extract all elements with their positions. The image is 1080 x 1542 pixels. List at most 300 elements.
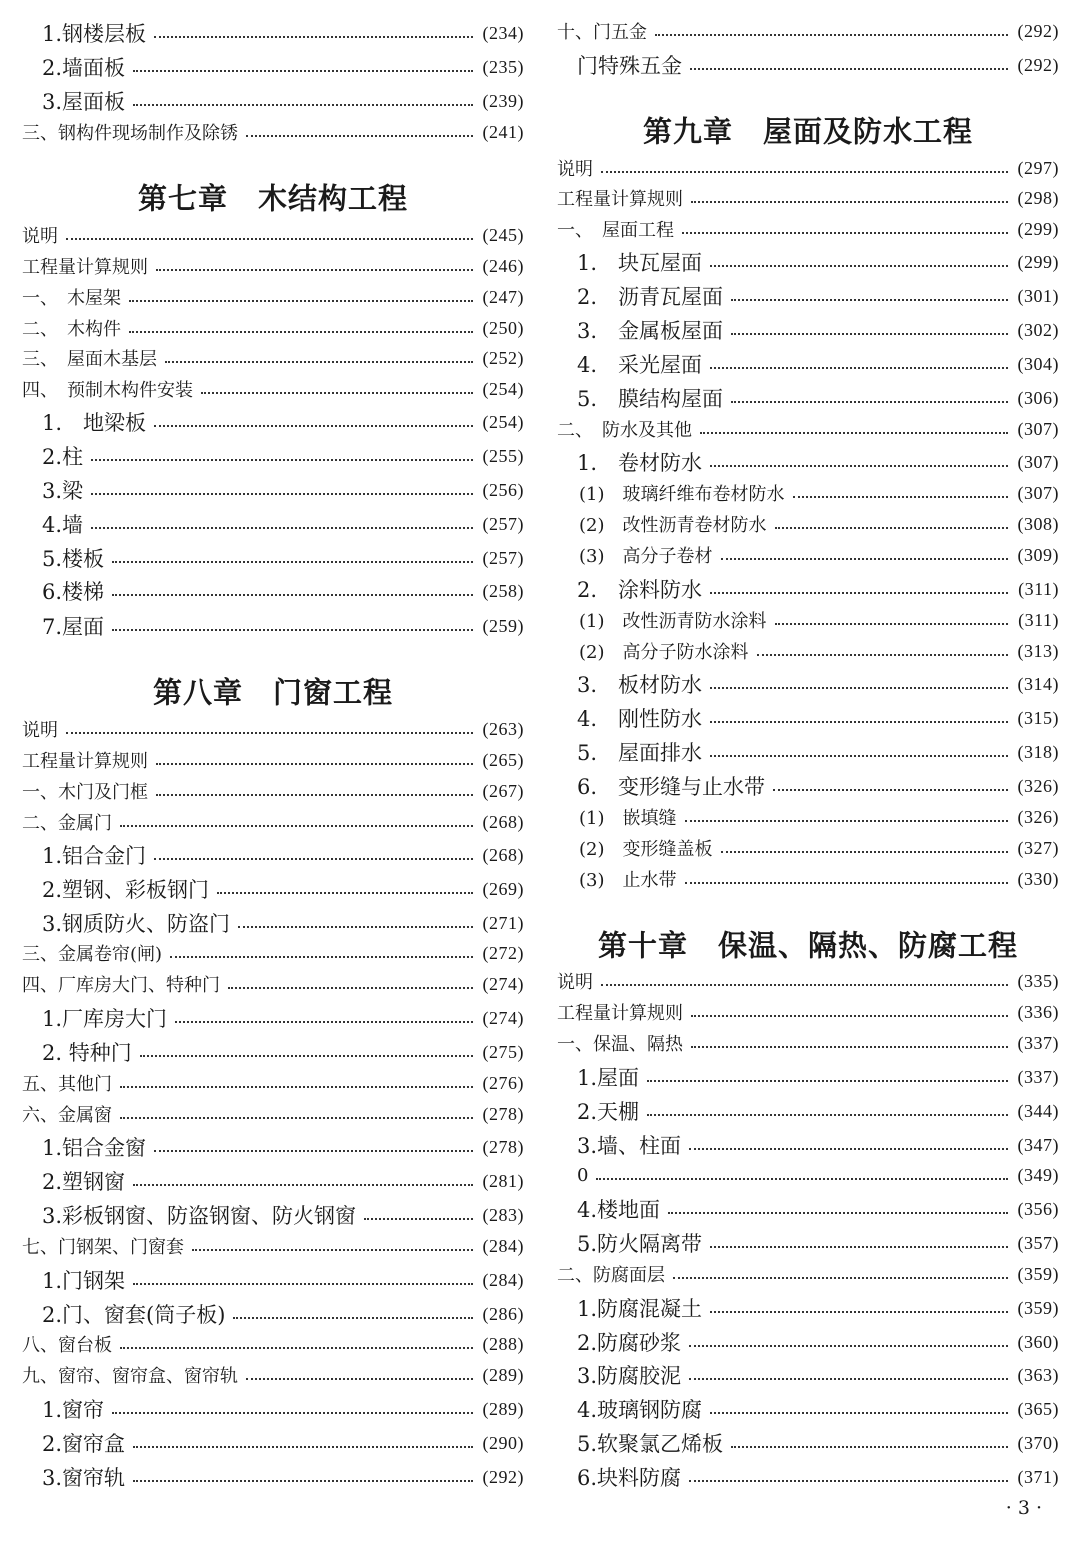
toc-entry-page: (356) <box>1017 1198 1059 1219</box>
toc-entry[interactable] <box>557 864 1059 894</box>
toc-entry[interactable] <box>22 611 524 641</box>
toc-entry-page: (269) <box>482 878 524 899</box>
toc-entry-page: (254) <box>482 378 524 399</box>
toc-entry-title: 2.防腐砂浆 <box>577 1331 682 1355</box>
toc-entry-page: (258) <box>482 580 524 601</box>
toc-entry-page: (337) <box>1017 1066 1059 1087</box>
toc-entry[interactable] <box>22 343 524 373</box>
chapter-heading: 第九章 屋面及防水工程 <box>642 114 973 149</box>
dot-leader <box>154 36 472 38</box>
toc-entry-title: 1. 卷材防水 <box>577 451 703 475</box>
toc-entry[interactable] <box>557 1228 1059 1258</box>
dot-leader <box>129 331 473 333</box>
toc-entry[interactable] <box>22 840 524 870</box>
dot-leader <box>682 232 1008 234</box>
toc-entry-title: 3.墙、柱面 <box>577 1134 682 1158</box>
toc-entry[interactable] <box>557 214 1059 244</box>
toc-entry[interactable] <box>557 1428 1059 1458</box>
toc-entry[interactable] <box>557 16 1059 46</box>
toc-entry[interactable] <box>557 1259 1059 1289</box>
toc-entry-page: (263) <box>482 718 524 739</box>
toc-entry-title: 6.楼梯 <box>42 580 105 604</box>
dot-leader <box>757 654 1008 656</box>
toc-entry-title: 5.软聚氯乙烯板 <box>577 1432 724 1456</box>
toc-entry-page: (235) <box>482 56 524 77</box>
toc-entry[interactable] <box>557 1394 1059 1424</box>
toc-entry-title: 3.梁 <box>42 479 84 503</box>
toc-entry[interactable] <box>557 509 1059 539</box>
dot-leader <box>192 1249 473 1251</box>
toc-entry-page: (234) <box>482 22 524 43</box>
dot-leader <box>233 1317 472 1319</box>
toc-entry-title: 三、钢构件现场制作及除锈 <box>22 123 238 144</box>
dot-leader <box>775 527 1008 529</box>
toc-entry-title: 0 <box>577 1164 589 1186</box>
toc-entry-title: 门特殊五金 <box>577 54 682 78</box>
dot-leader <box>170 956 472 958</box>
toc-entry-title: 4.墙 <box>42 513 84 537</box>
toc-entry-page: (241) <box>482 121 524 142</box>
dot-leader <box>690 68 1008 70</box>
dot-leader <box>91 493 472 495</box>
toc-entry-page: (297) <box>1017 157 1059 178</box>
toc-entry[interactable] <box>22 1265 524 1295</box>
toc-entry[interactable] <box>22 807 524 837</box>
toc-entry-page: (246) <box>482 255 524 276</box>
toc-entry-title: 1. 块瓦屋面 <box>577 251 703 275</box>
toc-entry-title: 说明 <box>22 720 58 741</box>
toc-entry-page: (315) <box>1017 707 1059 728</box>
toc-entry[interactable] <box>22 714 524 744</box>
dot-leader <box>710 265 1007 267</box>
toc-entry[interactable] <box>22 1200 524 1230</box>
toc-entry[interactable] <box>22 1166 524 1196</box>
toc-entry-page: (326) <box>1017 775 1059 796</box>
toc-entry-page: (349) <box>1017 1164 1059 1185</box>
toc-entry-page: (278) <box>482 1103 524 1124</box>
toc-entry[interactable] <box>22 938 524 968</box>
dot-leader <box>112 629 472 631</box>
toc-entry[interactable] <box>22 374 524 404</box>
toc-entry[interactable] <box>557 1028 1059 1058</box>
dot-leader <box>731 401 1007 403</box>
toc-entry-page: (265) <box>482 749 524 770</box>
toc-entry-title: 工程量计算规则 <box>22 751 148 772</box>
toc-entry-title: 4.楼地面 <box>577 1198 661 1222</box>
dot-leader <box>238 926 472 928</box>
toc-entry-page: (298) <box>1017 187 1059 208</box>
toc-entry-title: 2.墙面板 <box>42 56 126 80</box>
toc-entry-title: 一、 木屋架 <box>22 288 121 309</box>
toc-entry-page: (304) <box>1017 353 1059 374</box>
toc-entry[interactable] <box>557 1062 1059 1092</box>
toc-entry[interactable] <box>557 771 1059 801</box>
toc-entry-title: (3) 高分子卷材 <box>579 546 713 567</box>
toc-entry-page: (288) <box>482 1333 524 1354</box>
chapter-heading: 第七章 木结构工程 <box>137 181 408 216</box>
toc-entry[interactable] <box>557 802 1059 832</box>
toc-entry-title: (1) 改性沥青防水涂料 <box>579 611 767 632</box>
toc-entry[interactable] <box>22 874 524 904</box>
dot-leader <box>773 789 1007 791</box>
toc-entry-page: (284) <box>482 1269 524 1290</box>
dot-leader <box>133 1446 472 1448</box>
dot-leader <box>201 392 473 394</box>
toc-entry-page: (274) <box>482 1007 524 1028</box>
toc-entry[interactable] <box>557 669 1059 699</box>
toc-entry-page: (254) <box>482 411 524 432</box>
toc-entry-page: (337) <box>1017 1032 1059 1053</box>
toc-entry-title: 1.防腐混凝土 <box>577 1297 703 1321</box>
toc-entry-title: 7.屋面 <box>42 615 105 639</box>
toc-entry-page: (278) <box>482 1136 524 1157</box>
toc-entry[interactable] <box>557 1360 1059 1390</box>
toc-entry-title: 三、金属卷帘(闸) <box>22 944 163 965</box>
dot-leader <box>700 432 1008 434</box>
toc-entry-title: 5.楼板 <box>42 547 105 571</box>
toc-entry-page: (314) <box>1017 673 1059 694</box>
toc-entry[interactable] <box>557 540 1059 570</box>
toc-entry-page: (359) <box>1017 1297 1059 1318</box>
toc-entry-page: (268) <box>482 844 524 865</box>
toc-entry-title: (2) 高分子防水涂料 <box>579 642 749 663</box>
dot-leader <box>710 687 1007 689</box>
toc-entry[interactable] <box>557 1462 1059 1492</box>
toc-entry[interactable] <box>22 543 524 573</box>
toc-entry-title: 1.门钢架 <box>42 1269 126 1293</box>
dot-leader <box>112 594 472 596</box>
toc-entry[interactable] <box>557 966 1059 996</box>
dot-leader <box>691 1015 1008 1017</box>
toc-entry-page: (259) <box>482 615 524 636</box>
toc-entry-page: (311) <box>1018 578 1059 599</box>
dot-leader <box>154 858 472 860</box>
toc-entry-title: 说明 <box>557 972 593 993</box>
toc-entry-title: 3.彩板钢窗、防盗钢窗、防火钢窗 <box>42 1204 357 1228</box>
dot-leader <box>120 1117 473 1119</box>
toc-entry-page: (307) <box>1017 482 1059 503</box>
toc-entry[interactable] <box>557 50 1059 80</box>
toc-entry-page: (307) <box>1017 418 1059 439</box>
toc-entry-page: (272) <box>482 942 524 963</box>
toc-entry-title: 4. 刚性防水 <box>577 707 703 731</box>
dot-leader <box>710 1246 1007 1248</box>
toc-entry-title: (2) 改性沥青卷材防水 <box>579 515 767 536</box>
toc-entry-title: 六、金属窗 <box>22 1105 112 1126</box>
toc-entry[interactable] <box>557 315 1059 345</box>
toc-entry-title: 九、窗帘、窗帘盒、窗帘轨 <box>22 1366 238 1387</box>
toc-entry-page: (370) <box>1017 1432 1059 1453</box>
toc-entry-page: (318) <box>1017 741 1059 762</box>
toc-entry-page: (336) <box>1017 1001 1059 1022</box>
dot-leader <box>133 70 472 72</box>
toc-entry-title: 七、门钢架、门窗套 <box>22 1237 184 1258</box>
toc-entry[interactable] <box>22 1099 524 1129</box>
dot-leader <box>156 269 473 271</box>
toc-entry[interactable] <box>557 183 1059 213</box>
toc-entry-title: 一、保温、隔热 <box>557 1034 683 1055</box>
dot-leader <box>156 763 473 765</box>
toc-entry[interactable] <box>22 1428 524 1458</box>
toc-entry-title: 2. 沥青瓦屋面 <box>577 285 724 309</box>
toc-entry-page: (299) <box>1017 218 1059 239</box>
dot-leader <box>156 794 473 796</box>
toc-entry[interactable] <box>557 1194 1059 1224</box>
dot-leader <box>710 592 1008 594</box>
toc-entry[interactable] <box>22 1360 524 1390</box>
chapter-heading: 第十章 保温、隔热、防腐工程 <box>597 928 1018 963</box>
toc-entry-page: (301) <box>1017 285 1059 306</box>
toc-entry-title: 工程量计算规则 <box>557 1003 683 1024</box>
toc-entry-title: 1.钢楼层板 <box>42 22 147 46</box>
toc-entry[interactable] <box>557 349 1059 379</box>
toc-entry[interactable] <box>22 251 524 281</box>
toc-entry-title: 五、其他门 <box>22 1074 112 1095</box>
toc-entry-page: (308) <box>1017 513 1059 534</box>
toc-entry[interactable] <box>557 833 1059 863</box>
dot-leader <box>140 1055 473 1057</box>
toc-entry-title: 4. 采光屋面 <box>577 353 703 377</box>
toc-entry[interactable] <box>22 1329 524 1359</box>
toc-entry[interactable] <box>22 576 524 606</box>
toc-entry[interactable] <box>557 737 1059 767</box>
dot-leader <box>691 201 1008 203</box>
toc-entry[interactable] <box>557 383 1059 413</box>
dot-leader <box>66 732 473 734</box>
dot-leader <box>120 1347 473 1349</box>
dot-leader <box>129 300 473 302</box>
toc-entry[interactable] <box>22 1068 524 1098</box>
toc-entry[interactable] <box>22 908 524 938</box>
toc-entry-title: 4.玻璃钢防腐 <box>577 1398 703 1422</box>
toc-entry[interactable] <box>557 281 1059 311</box>
dot-leader <box>655 34 1008 36</box>
toc-entry-title: 5. 屋面排水 <box>577 741 703 765</box>
toc-entry-title: 二、 木构件 <box>22 319 121 340</box>
dot-leader <box>689 1345 1007 1347</box>
toc-entry-title: 说明 <box>22 226 58 247</box>
toc-entry[interactable] <box>22 776 524 806</box>
toc-entry-page: (283) <box>482 1204 524 1225</box>
toc-entry-page: (276) <box>482 1072 524 1093</box>
toc-entry-title: (1) 嵌填缝 <box>579 808 677 829</box>
toc-entry[interactable] <box>22 745 524 775</box>
toc-entry[interactable] <box>22 475 524 505</box>
toc-entry[interactable] <box>557 574 1059 604</box>
dot-leader <box>710 755 1007 757</box>
toc-entry[interactable] <box>22 441 524 471</box>
dot-leader <box>710 1311 1007 1313</box>
dot-leader <box>154 1150 472 1152</box>
toc-entry[interactable] <box>557 1327 1059 1357</box>
toc-entry-page: (326) <box>1017 806 1059 827</box>
toc-entry-page: (250) <box>482 317 524 338</box>
dot-leader <box>721 851 1008 853</box>
toc-entry[interactable] <box>22 1462 524 1492</box>
dot-leader <box>691 1046 1008 1048</box>
toc-entry-page: (271) <box>482 912 524 933</box>
toc-entry-page: (365) <box>1017 1398 1059 1419</box>
toc-entry-title: (3) 止水带 <box>579 870 677 891</box>
toc-entry[interactable] <box>22 509 524 539</box>
toc-entry-page: (256) <box>482 479 524 500</box>
dot-leader <box>246 135 473 137</box>
dot-leader <box>175 1021 472 1023</box>
toc-entry-title: 一、木门及门框 <box>22 782 148 803</box>
dot-leader <box>91 527 472 529</box>
toc-entry-title: 四、厂库房大门、特种门 <box>22 975 220 996</box>
toc-entry-title: 2.门、窗套(筒子板) <box>42 1303 226 1327</box>
toc-entry-title: 3.防腐胶泥 <box>577 1364 682 1388</box>
toc-entry-page: (347) <box>1017 1134 1059 1155</box>
toc-entry-title: (2) 变形缝盖板 <box>579 839 713 860</box>
toc-entry[interactable] <box>22 969 524 999</box>
toc-entry-title: 3.窗帘轨 <box>42 1466 126 1490</box>
toc-entry[interactable] <box>22 220 524 250</box>
dot-leader <box>228 987 473 989</box>
toc-entry-title: 2.窗帘盒 <box>42 1432 126 1456</box>
toc-entry-page: (292) <box>1017 54 1059 75</box>
dot-leader <box>601 171 1008 173</box>
toc-entry[interactable] <box>22 1003 524 1033</box>
dot-leader <box>120 1086 473 1088</box>
toc-entry-page: (274) <box>482 973 524 994</box>
dot-leader <box>668 1212 1007 1214</box>
toc-entry[interactable] <box>22 1132 524 1162</box>
toc-entry-title: 2.天棚 <box>577 1100 640 1124</box>
toc-entry-page: (257) <box>482 513 524 534</box>
toc-entry-page: (371) <box>1017 1466 1059 1487</box>
toc-entry-title: 工程量计算规则 <box>557 189 683 210</box>
toc-entry-page: (327) <box>1017 837 1059 858</box>
toc-entry[interactable] <box>557 478 1059 508</box>
toc-entry-title: 2.塑钢、彩板钢门 <box>42 878 210 902</box>
toc-entry[interactable] <box>557 414 1059 444</box>
dot-leader <box>133 1283 472 1285</box>
dot-leader <box>731 333 1007 335</box>
toc-entry-title: 工程量计算规则 <box>22 257 148 278</box>
dot-leader <box>112 561 472 563</box>
dot-leader <box>647 1080 1007 1082</box>
dot-leader <box>685 882 1008 884</box>
toc-entry[interactable] <box>22 86 524 116</box>
dot-leader <box>673 1277 1008 1279</box>
toc-entry[interactable] <box>22 117 524 147</box>
toc-entry[interactable] <box>557 1293 1059 1323</box>
toc-entry[interactable] <box>557 1130 1059 1160</box>
toc-entry-page: (267) <box>482 780 524 801</box>
toc-entry-title: 5. 膜结构屋面 <box>577 387 724 411</box>
toc-entry-page: (335) <box>1017 970 1059 991</box>
dot-leader <box>154 425 472 427</box>
dot-leader <box>66 238 473 240</box>
toc-entry[interactable] <box>22 1299 524 1329</box>
toc-entry-page: (330) <box>1017 868 1059 889</box>
dot-leader <box>647 1114 1007 1116</box>
toc-entry[interactable] <box>557 1096 1059 1126</box>
dot-leader <box>596 1178 1007 1180</box>
dot-leader <box>133 1480 472 1482</box>
dot-leader <box>721 558 1008 560</box>
toc-entry-title: 2. 涂料防水 <box>577 578 703 602</box>
chapter-heading: 第八章 门窗工程 <box>152 675 393 710</box>
toc-entry[interactable] <box>557 703 1059 733</box>
dot-leader <box>731 299 1007 301</box>
toc-entry[interactable] <box>557 605 1059 635</box>
toc-entry[interactable] <box>22 1037 524 1067</box>
toc-entry-page: (255) <box>482 445 524 466</box>
toc-entry-title: 二、防腐面层 <box>557 1265 665 1286</box>
toc-entry-page: (281) <box>482 1170 524 1191</box>
toc-entry[interactable] <box>22 1231 524 1261</box>
toc-entry-title: 3. 金属板屋面 <box>577 319 724 343</box>
toc-entry-page: (344) <box>1017 1100 1059 1121</box>
toc-entry-page: (284) <box>482 1235 524 1256</box>
toc-entry-title: 6. 变形缝与止水带 <box>577 775 766 799</box>
toc-entry-title: 十、门五金 <box>557 22 647 43</box>
toc-entry-title: 二、 防水及其他 <box>557 420 692 441</box>
dot-leader <box>689 1480 1007 1482</box>
dot-leader <box>120 825 473 827</box>
toc-entry[interactable] <box>22 313 524 343</box>
dot-leader <box>246 1378 473 1380</box>
toc-entry-page: (299) <box>1017 251 1059 272</box>
dot-leader <box>793 496 1008 498</box>
toc-entry[interactable] <box>22 407 524 437</box>
toc-entry-page: (247) <box>482 286 524 307</box>
toc-entry-title: 3.钢质防火、防盗门 <box>42 912 231 936</box>
dot-leader <box>601 984 1008 986</box>
toc-entry[interactable] <box>557 1160 1059 1190</box>
dot-leader <box>710 1412 1007 1414</box>
dot-leader <box>133 1184 472 1186</box>
toc-entry-page: (363) <box>1017 1364 1059 1385</box>
toc-entry-page: (306) <box>1017 387 1059 408</box>
dot-leader <box>133 104 472 106</box>
toc-entry[interactable] <box>22 18 524 48</box>
toc-entry-page: (268) <box>482 811 524 832</box>
toc-entry-page: (289) <box>482 1398 524 1419</box>
dot-leader <box>217 892 472 894</box>
toc-entry-page: (360) <box>1017 1331 1059 1352</box>
toc-entry-title: 3.屋面板 <box>42 90 126 114</box>
toc-entry-page: (309) <box>1017 544 1059 565</box>
toc-entry[interactable] <box>22 282 524 312</box>
toc-entry[interactable] <box>22 52 524 82</box>
dot-leader <box>364 1218 472 1220</box>
toc-entry-page: (275) <box>482 1041 524 1062</box>
toc-entry[interactable] <box>22 1394 524 1424</box>
toc-entry[interactable] <box>557 636 1059 666</box>
toc-entry-title: 说明 <box>557 159 593 180</box>
toc-entry-page: (286) <box>482 1303 524 1324</box>
toc-entry[interactable] <box>557 247 1059 277</box>
toc-entry-title: 1.窗帘 <box>42 1398 105 1422</box>
toc-entry-title: 1.屋面 <box>577 1066 640 1090</box>
toc-entry-title: 一、 屋面工程 <box>557 220 674 241</box>
toc-entry-title: 2.柱 <box>42 445 84 469</box>
toc-entry[interactable] <box>557 153 1059 183</box>
toc-entry[interactable] <box>557 997 1059 1027</box>
toc-entry-page: (289) <box>482 1364 524 1385</box>
toc-entry-title: 四、 预制木构件安装 <box>22 380 193 401</box>
toc-entry-page: (257) <box>482 547 524 568</box>
toc-entry-title: 1.铝合金窗 <box>42 1136 147 1160</box>
dot-leader <box>689 1378 1007 1380</box>
dot-leader <box>710 465 1007 467</box>
toc-entry[interactable] <box>557 447 1059 477</box>
toc-entry-title: 2. 特种门 <box>42 1041 132 1065</box>
